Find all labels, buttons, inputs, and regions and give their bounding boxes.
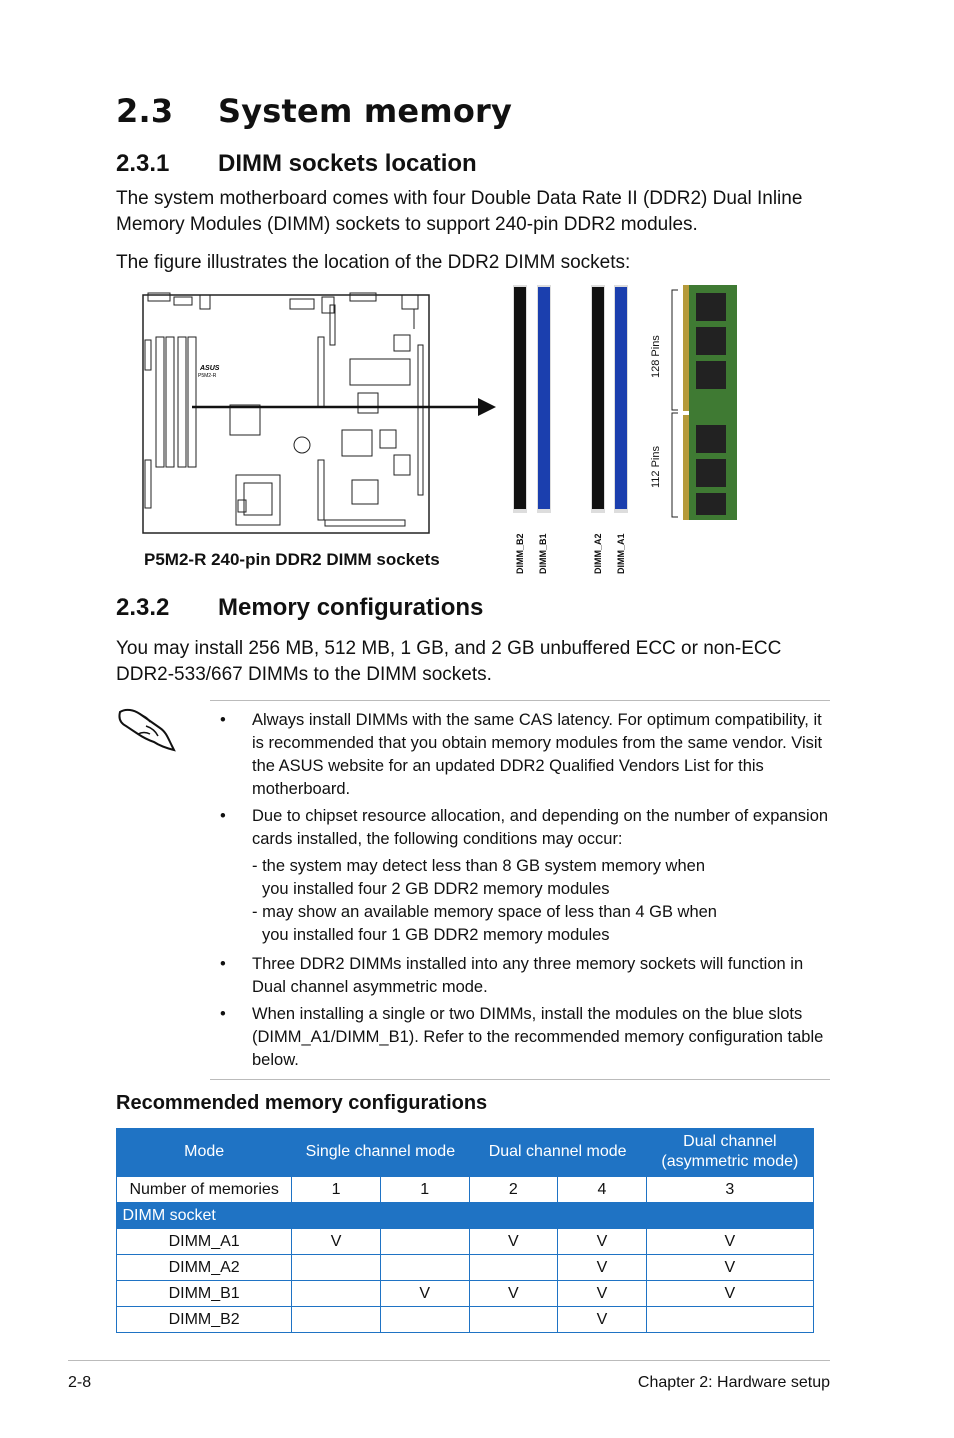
note-bullet-text: Three DDR2 DIMMs installed into any three memory sockets will function in Dual channel asymmetric mode. <box>252 955 804 996</box>
note-bullet-1: • Always install DIMMs with the same CAS latency. For optimum compatibility, it is recommended that you obtain memory modules from the same vendor. Visit the ASUS website for an updated DDR2 Qualified Vendors List for this motherboard. <box>220 711 823 798</box>
board-logo: ASUS <box>200 365 220 372</box>
dimm-slot-a2 <box>592 287 604 509</box>
memory-config-table <box>116 1128 814 1333</box>
hand-pointing-icon <box>116 702 178 752</box>
table-cell: V <box>646 1229 813 1255</box>
note-bullet-4: • When installing a single or two DIMMs, install the modules on the blue slots (DIMM_A1/DIMM_B1). Refer to the recommended memory configuration table below. <box>220 1005 824 1069</box>
slot-label-dimm-b1: DIMM_B1 <box>538 533 548 574</box>
note-box <box>210 700 830 1080</box>
dimm-slot-b2 <box>514 287 526 509</box>
note-sub-items <box>210 855 830 947</box>
table-cell <box>469 1307 558 1333</box>
table-cell: 1 <box>380 1177 469 1203</box>
table-cell: 4 <box>558 1177 647 1203</box>
motherboard-diagram <box>143 293 429 533</box>
note-bullet-2: • Due to chipset resource allocation, and depending on the number of expansion cards installed, the following conditions may occur: <box>220 807 829 848</box>
subsection-title-text: DIMM sockets location <box>218 150 477 177</box>
table-cell <box>380 1307 469 1333</box>
table-cell: V <box>469 1281 558 1307</box>
header-dual-asymmetric-line1: Dual channel <box>683 1133 777 1150</box>
table-row <box>117 1229 814 1255</box>
table-header-row <box>117 1128 814 1177</box>
note-sub-item-line: - may show an available memory space of less than 4 GB when <box>252 903 717 921</box>
pins-bottom-label: 112 Pins <box>650 446 662 488</box>
table-title: Recommended memory configurations <box>116 1092 488 1114</box>
note-sub-item-line: you installed four 2 GB DDR2 memory modules <box>262 880 610 898</box>
table-cell: V <box>558 1255 647 1281</box>
table-section-row <box>117 1203 814 1229</box>
table-cell: 2 <box>469 1177 558 1203</box>
table-cell <box>292 1307 381 1333</box>
table-cell: 1 <box>292 1177 381 1203</box>
table-cell: V <box>292 1229 381 1255</box>
dimm-slots-enlarged <box>513 285 628 513</box>
row-label: DIMM_A2 <box>117 1255 292 1281</box>
table-cell <box>380 1255 469 1281</box>
footer-divider <box>68 1360 830 1361</box>
note-bullet-text: Always install DIMMs with the same CAS latency. For optimum compatibility, it is recommended that you obtain memory modules from the same vendor. Visit the ASUS website for an updated DDR2 Qualified Vendors List for this motherboard. <box>252 711 823 798</box>
row-label: DIMM_B1 <box>117 1281 292 1307</box>
slot-label-dimm-a1: DIMM_A1 <box>616 533 626 574</box>
section-title <box>116 92 512 130</box>
table-row <box>117 1255 814 1281</box>
table-row <box>117 1281 814 1307</box>
section-title-text: System memory <box>218 92 513 130</box>
header-mode: Mode <box>184 1143 225 1160</box>
footer-chapter: Chapter 2: Hardware setup <box>637 1374 830 1391</box>
table-row-count <box>117 1177 814 1203</box>
section-number: 2.3 <box>116 92 174 130</box>
paragraph-memory-sizes: You may install 256 MB, 512 MB, 1 GB, and 2 GB unbuffered ECC or non-ECC DDR2-533/667 DIMMs to the DIMM sockets. <box>116 638 782 685</box>
table-cell <box>646 1307 813 1333</box>
count-label: Number of memories <box>117 1177 292 1203</box>
table-cell <box>292 1281 381 1307</box>
table-cell: V <box>558 1281 647 1307</box>
note-bullet-3: • Three DDR2 DIMMs installed into any three memory sockets will function in Dual channel asymmetric mode. <box>220 955 804 996</box>
header-dual-channel: Dual channel mode <box>488 1143 627 1160</box>
note-bullet-text: Due to chipset resource allocation, and depending on the number of expansion cards installed, the following conditions may occur: <box>252 807 829 848</box>
dimm-slot-b1 <box>538 287 550 509</box>
pins-top-label: 128 Pins <box>650 335 662 378</box>
subsection-number: 2.3.1 <box>116 150 170 177</box>
slot-label-dimm-b2: DIMM_B2 <box>515 533 525 574</box>
paragraph-figure-intro: The figure illustrates the location of the DDR2 DIMM sockets: <box>116 252 631 273</box>
table-cell <box>292 1255 381 1281</box>
row-label: DIMM_B2 <box>117 1307 292 1333</box>
table-cell: V <box>558 1229 647 1255</box>
header-dual-asymmetric <box>646 1128 813 1177</box>
table-cell: V <box>558 1307 647 1333</box>
table-cell: V <box>646 1255 813 1281</box>
board-model: P5M2-R <box>198 373 217 379</box>
note-sub-item-line: - the system may detect less than 8 GB system memory when <box>252 857 705 875</box>
section-label: DIMM socket <box>122 1206 216 1224</box>
table-row <box>117 1307 814 1333</box>
subsection-title-text: Memory configurations <box>218 594 484 621</box>
table-cell: V <box>469 1229 558 1255</box>
pointer-arrow-head <box>478 398 496 416</box>
note-bullet-text: When installing a single or two DIMMs, install the modules on the blue slots (DIMM_A1/DIMM_B1). Refer to the recommended memory configuration table below. <box>252 1005 824 1069</box>
row-label: DIMM_A1 <box>117 1229 292 1255</box>
table-cell <box>380 1229 469 1255</box>
table-cell: V <box>646 1281 813 1307</box>
subsection-title-memory-config <box>116 594 483 622</box>
header-single-channel: Single channel mode <box>305 1143 456 1160</box>
footer-page-number: 2-8 <box>68 1374 92 1391</box>
header-dual-asymmetric-line2: (asymmetric mode) <box>661 1153 799 1170</box>
subsection-title-dimm-location <box>116 150 477 178</box>
subsection-number: 2.3.2 <box>116 594 170 621</box>
slot-label-dimm-a2: DIMM_A2 <box>593 533 603 574</box>
table-cell <box>469 1255 558 1281</box>
dimm-location-figure <box>140 285 760 585</box>
figure-caption: P5M2-R 240-pin DDR2 DIMM sockets <box>144 550 440 569</box>
note-sub-item-line: you installed four 1 GB DDR2 memory modules <box>262 926 610 944</box>
dimm-slot-a1 <box>615 287 627 509</box>
table-cell: V <box>380 1281 469 1307</box>
paragraph-dimm-intro: The system motherboard comes with four Double Data Rate II (DDR2) Dual Inline Memory Modules (DIMM) sockets to support 240-pin DDR2 modules. <box>116 188 803 235</box>
ddr2-module-image <box>683 285 737 520</box>
table-cell: 3 <box>646 1177 813 1203</box>
